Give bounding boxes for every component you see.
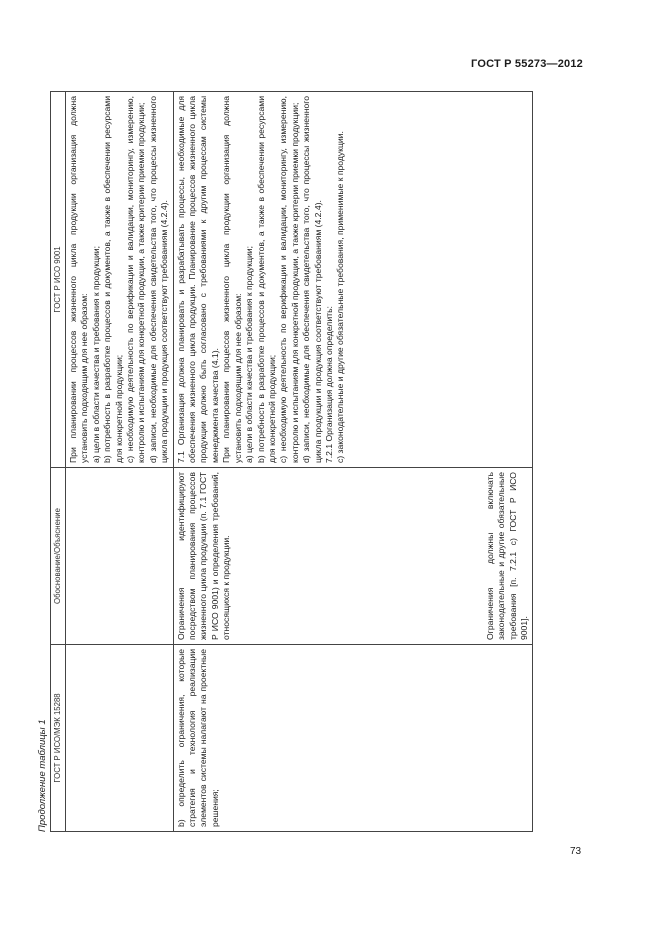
table-cell	[66, 92, 174, 468]
cell-paragraph: При планировании процессов жизненного цикла продукции организация должна установить подходящим для нее образом:	[68, 96, 90, 463]
cell-paragraph: d) записи, необходимые для обеспечения свидетельства того, что процессы жизненного цикла продукции и продукция соответствуют требованиям (4.2.4).	[147, 96, 170, 463]
rotated-table-block	[36, 92, 566, 832]
cell-paragraph: b) потребность в разработке процессов и документов, а также в обеспечении ресурсами для конкретной продукции;	[255, 96, 277, 463]
cell-paragraph: c) необходимую деятельность по верификации и валидации, мониторингу, измерению, контролю и испытаниям для конкретной продукции, а также критерии приемки продукции;	[125, 96, 147, 463]
cell-paragraph: Ограничения должны включать законодательные и другие обязательные требования [п. 7.2.1 с) ГОСТ Р ИСО 9001].	[484, 472, 529, 640]
page-number: 73	[570, 846, 582, 857]
cell-paragraph: b) потребность в разработке процессов и документов, а также в обеспечении ресурсами для конкретной продукции;	[102, 96, 124, 463]
cell-paragraph: 7.1 Организация должна планировать и разрабатывать процессы, необходимые для обеспечения жизненного цикла продукции. Планирование процессов жизненного цикла продукции должно быть согласовано с требованиями к другим процессам системы менеджмента качества (4.1).	[175, 96, 220, 463]
cell-paragraph: При планировании процессов жизненного цикла продукции организация должна установить подходящим для нее образом:	[221, 96, 243, 463]
cell-paragraph: c) законодательные и другие обязательные требования, применимые к продукции.	[335, 131, 346, 463]
cell-paragraph: a) цели в области качества и требования к продукции;	[244, 246, 255, 463]
column-header: Обоснование/Объяснение	[51, 468, 66, 645]
cell-paragraph: 7.2.1 Организация должна определить:	[323, 306, 334, 463]
table-continuation-label: Продолжение таблицы 1	[37, 719, 48, 832]
table-row	[173, 92, 533, 832]
cell-paragraph: c) необходимую деятельность по верификации и валидации, мониторингу, измерению, контролю и испытаниям для конкретной продукции, а также критерии приемки продукции;	[278, 96, 300, 463]
cell-paragraph: Ограничения идентифицируют посредством планирования процессов жизненного цикла продукции (п. 7.1 ГОСТ Р ИСО 9001) и определения требований, относящихся к продукции.	[175, 472, 232, 640]
table-cell	[173, 645, 533, 832]
table-cell	[173, 468, 533, 645]
column-header: ГОСТ Р ИСО/МЭК 15288	[51, 645, 66, 832]
column-header: ГОСТ Р ИСО 9001	[51, 92, 66, 468]
document-code: ГОСТ Р 55273—2012	[471, 58, 583, 70]
table-cell	[173, 92, 533, 468]
table-cell	[66, 645, 174, 832]
table-header-row	[51, 92, 66, 832]
cell-spacer	[233, 472, 485, 640]
table-cell	[66, 468, 174, 645]
table-row	[66, 92, 174, 832]
cell-paragraph: a) цели в области качества и требования к продукции;	[90, 246, 101, 463]
cell-paragraph: d) записи, необходимые для обеспечения свидетельства того, что процессы жизненного цикла продукции и продукция соответствуют требованиям (4.2.4).	[301, 96, 323, 463]
comparison-table	[50, 91, 533, 832]
cell-paragraph: b) определить ограничения, которые стратегия и технология реализации элементов системы налагают на проектные решения;	[175, 649, 220, 827]
